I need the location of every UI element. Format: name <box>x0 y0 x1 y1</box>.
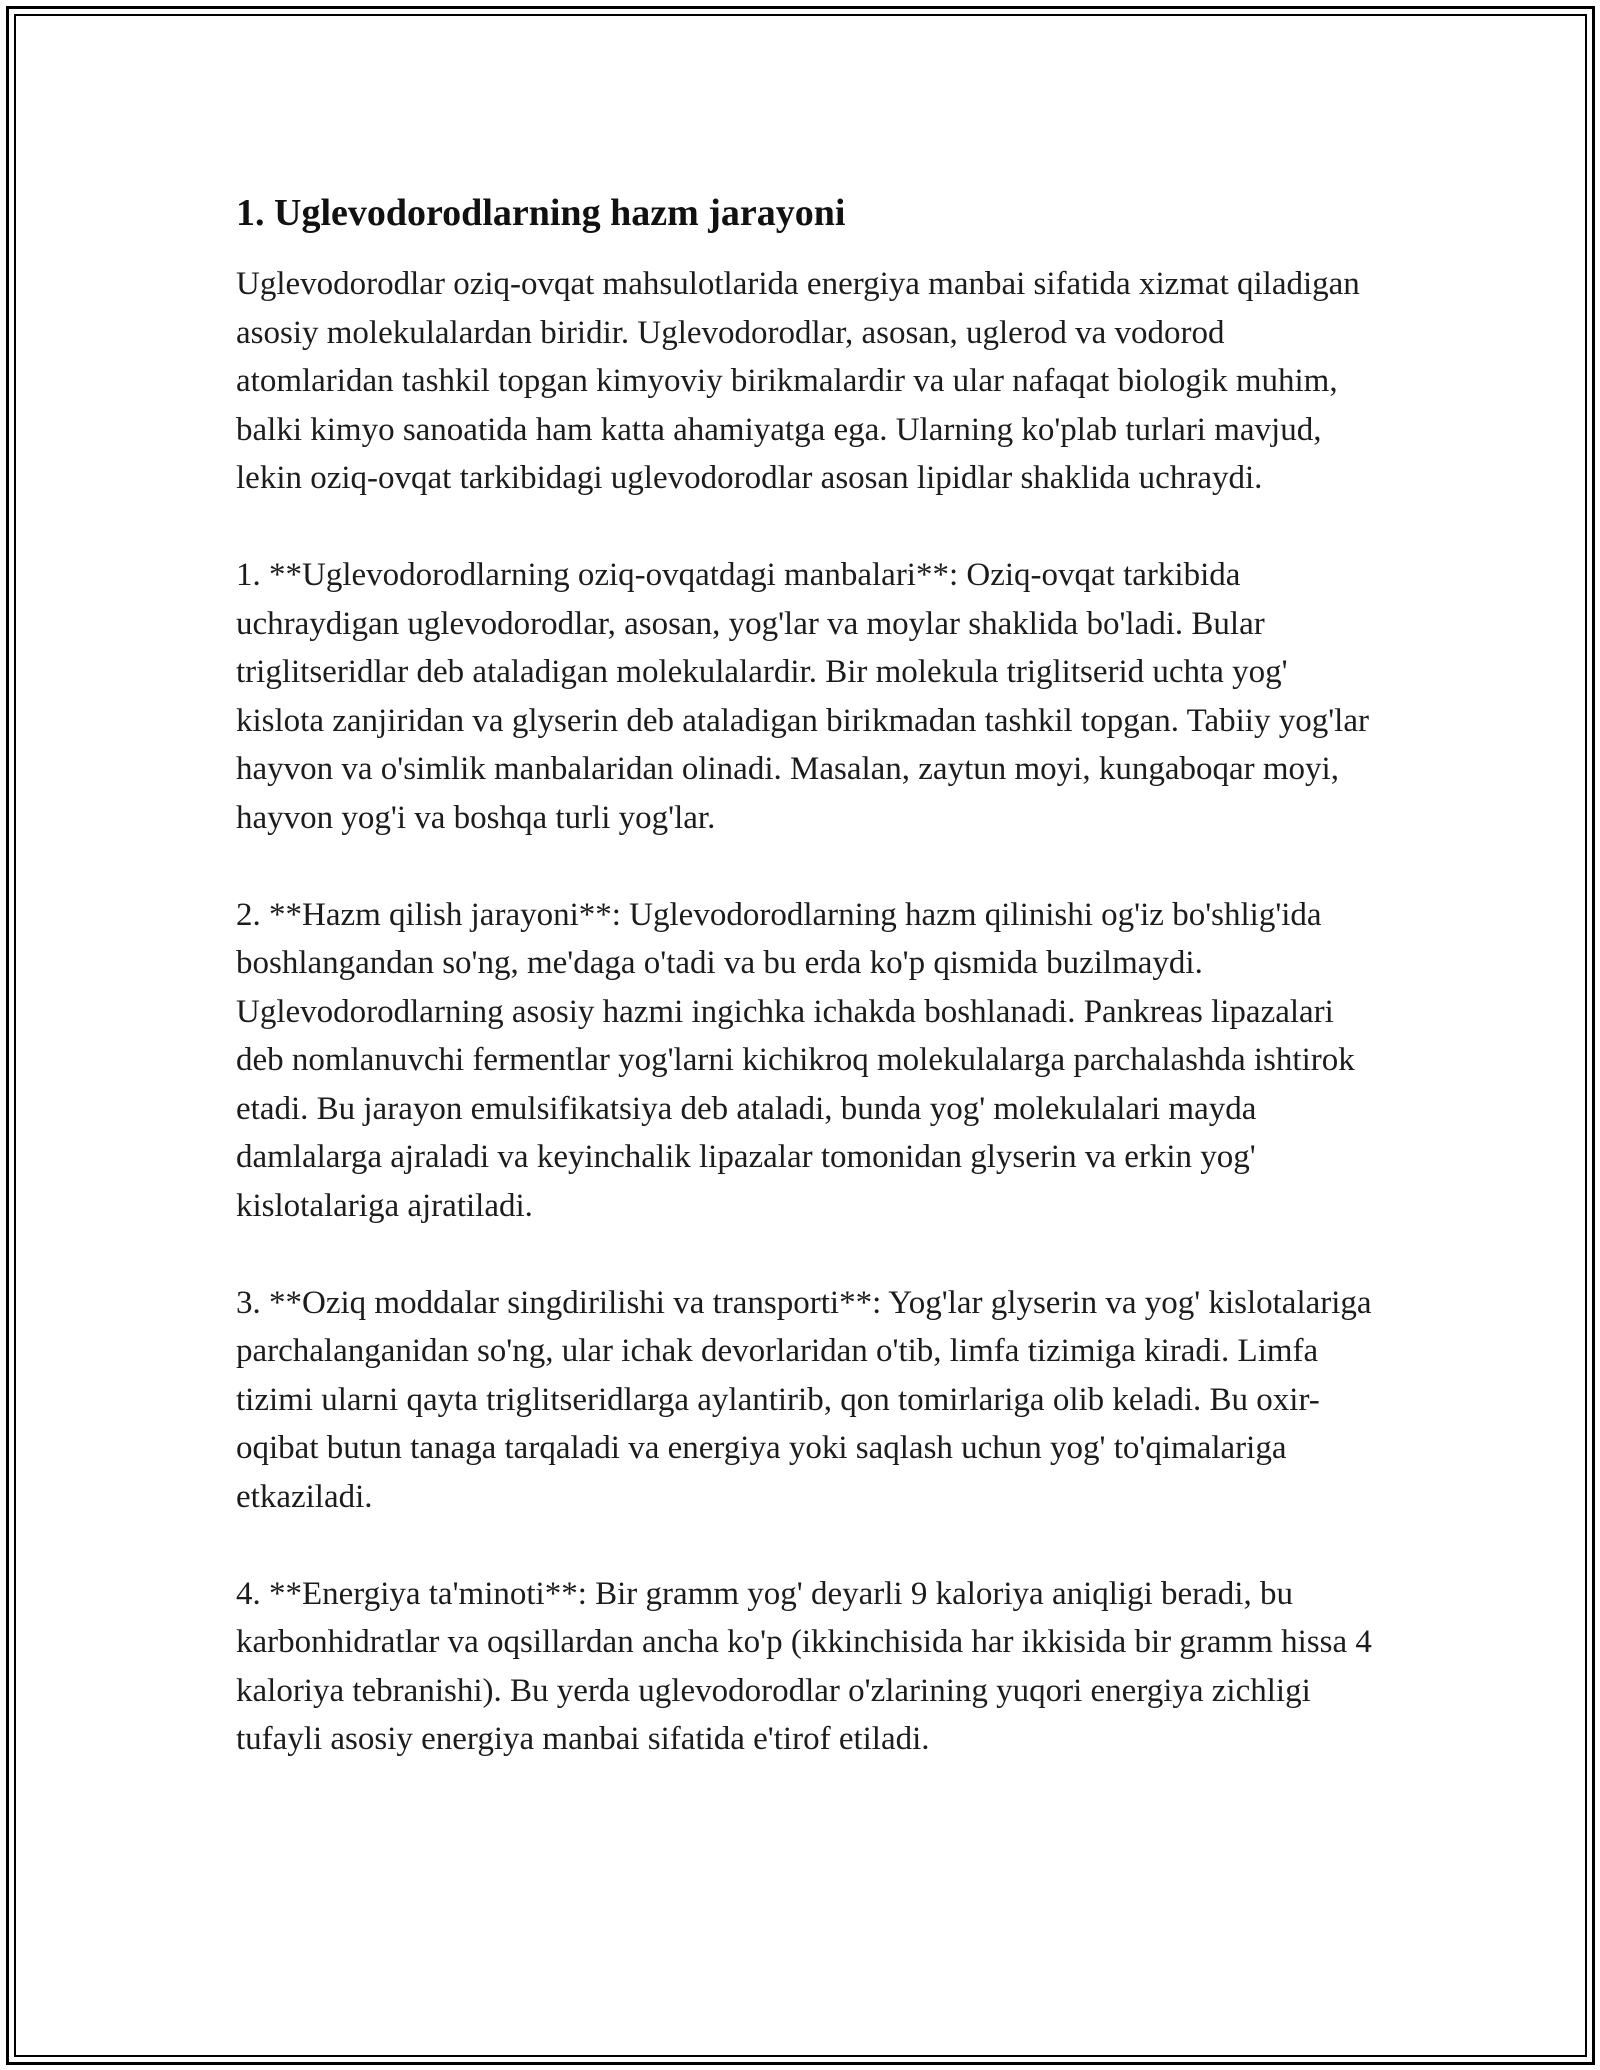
document-body <box>236 188 1376 1812</box>
section-heading: 1. Uglevodorodlarning hazm jarayoni <box>236 192 846 234</box>
paragraph-food-sources: 1. **Uglevodorodlarning oziq-ovqatdagi manbalari**: Oziq-ovqat tarkibida uchraydigan uglevodorodlar, asosan, yog'lar va moylar shaklida bo'ladi. Bular triglitseridlar deb ataladigan molekulalardir. Bir molekula triglitserid uchta yog' kislota zanjiridan va glyserin deb ataladigan birikmadan tashkil topgan. Tabiiy yog'lar hayvon va o'simlik manbalaridan olinadi. Masalan, zaytun moyi, kungaboqar moyi, hayvon yog'i va boshqa turli yog'lar. <box>236 557 1369 836</box>
intro-paragraph: Uglevodorodlar oziq-ovqat mahsulotlarida energiya manbai sifatida xizmat qiladigan asosiy molekulalardan biridir. Uglevodorodlar, asosan, uglerod va vodorod atomlaridan tashkil topgan kimyoviy birikmalardir va ular nafaqat biologik muhim, balki kimyo sanoatida ham katta ahamiyatga ega. Ularning ko'plab turlari mavjud, lekin oziq-ovqat tarkibidagi uglevodorodlar asosan lipidlar shaklida uchraydi. <box>236 266 1360 496</box>
paragraph-energy-supply: 4. **Energiya ta'minoti**: Bir gramm yog' deyarli 9 kaloriya aniqligi beradi, bu karbonhidratlar va oqsillardan ancha ko'p (ikkinchisida har ikkisida bir gramm hissa 4 kaloriya tebranishi). Bu yerda uglevodorodlar o'zlarining yuqori energiya zichligi tufayli asosiy energiya manbai sifatida e'tirof etiladi. <box>236 1575 1372 1757</box>
paragraph-digestion-process: 2. **Hazm qilish jarayoni**: Uglevodorodlarning hazm qilinishi og'iz bo'shlig'ida boshlangandan so'ng, me'daga o'tadi va bu erda ko'p qismida buzilmaydi. Uglevodorodlarning asosiy hazmi ingichka ichakda boshlanadi. Pankreas lipazalari deb nomlanuvchi fermentlar yog'larni kichikroq molekulalarga parchalashda ishtirok etadi. Bu jarayon emulsifikatsiya deb ataladi, bunda yog' molekulalari mayda damlalarga ajraladi va keyinchalik lipazalar tomonidan glyserin va erkin yog' kislotalariga ajratiladi. <box>236 896 1355 1224</box>
paragraph-absorption-transport: 3. **Oziq moddalar singdirilishi va transporti**: Yog'lar glyserin va yog' kislotalariga parchalanganidan so'ng, ular ichak devorlaridan o'tib, limfa tizimiga kiradi. Limfa tizimi ularni qayta triglitseridlarga aylantirib, qon tomirlariga olib keladi. Bu oxir-oqibat butun tanaga tarqaladi va energiya yoki saqlash uchun yog' to'qimalariga etkaziladi. <box>236 1284 1372 1515</box>
